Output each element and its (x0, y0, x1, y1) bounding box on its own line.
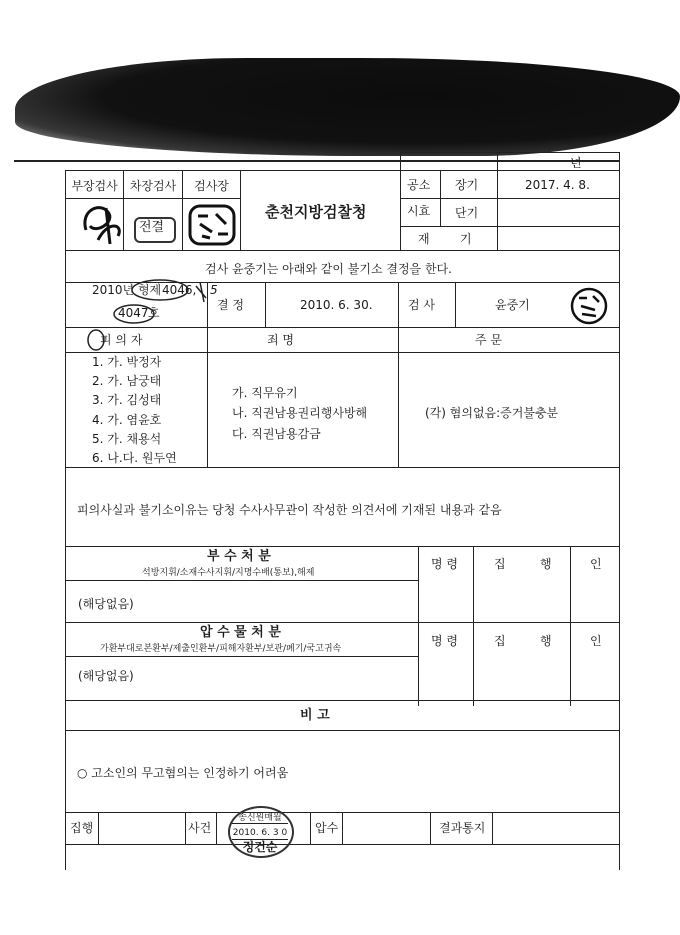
seizure-bottom (65, 700, 620, 701)
decision-divider-2 (265, 282, 266, 327)
seizure-title-bottom (65, 656, 418, 657)
footer-jiphaeng: 집행 (70, 821, 94, 835)
supp-in: 인 (590, 557, 602, 571)
seizure-in: 인 (590, 634, 602, 648)
jae-label: 재 (418, 232, 430, 246)
case-num-2: 4047 (118, 306, 149, 320)
footer-div-7 (492, 812, 493, 844)
reason-text: 피의사실과 불기소이유는 당청 수사사무관이 작성한 의견서에 기재된 내용과 같음 (77, 503, 502, 517)
seizure-exec2: 행 (540, 634, 552, 648)
remarks-text: ○ 고소인의 무고혐의는 인정하기 어려움 (77, 766, 289, 780)
suspect-1: 1. 가. 박정자 (92, 355, 162, 369)
top-border (14, 160, 619, 162)
right-border (619, 152, 620, 870)
remarks-title-bottom (65, 730, 620, 731)
col-suspect: 피 의 자 (100, 333, 143, 347)
supp-bottom (65, 622, 620, 623)
decision-divider-1 (207, 282, 208, 327)
date-stamp-top: 송신원매월 (238, 813, 282, 823)
charge-2: 나. 직권남용권리행사방해 (232, 406, 368, 420)
date-stamp-name: 정건순 (242, 840, 278, 854)
role-geomsajang: 검사장 (194, 179, 229, 193)
seizure-exec: 집 (494, 634, 506, 648)
prosecutor-seal (566, 286, 612, 326)
role-chajang: 차장검사 (129, 179, 177, 193)
left-border (65, 170, 66, 870)
supp-sub: 석방지휘/소재수사지휘/지명수배(통보),해제 (142, 568, 315, 578)
year-label: 년 (570, 156, 582, 170)
gyeoljeong-label: 결 정 (217, 298, 244, 312)
footer-div-5 (342, 812, 343, 844)
suspect-4: 4. 가. 염윤호 (92, 413, 162, 427)
suspect-3: 3. 가. 김성태 (92, 393, 162, 407)
col-charge: 죄 명 (267, 333, 294, 347)
col-disposition: 주 문 (475, 333, 502, 347)
col-header-bottom (65, 352, 620, 353)
role-bujang: 부장검사 (71, 179, 118, 193)
col-divider-2 (398, 327, 399, 467)
role-row-line (65, 198, 240, 199)
date-stamp-date: 2010. 6. 3 0 (232, 828, 288, 838)
case-year: 2010년 형제 (92, 283, 162, 297)
gi-label: 기 (460, 232, 472, 246)
supp-divider-1 (418, 546, 419, 706)
seizure-value: (해당없음) (78, 669, 134, 683)
col-divider-1 (207, 327, 208, 467)
dangi-bottom (400, 226, 620, 227)
decision-date: 2010. 6. 30. (300, 298, 373, 312)
footer-result: 결과통지 (439, 821, 486, 835)
gongso-left (400, 152, 401, 250)
prosecutor-name: 윤중기 (495, 298, 530, 312)
suspect-2: 2. 가. 남궁태 (92, 374, 162, 388)
office-name: 춘천지방검찰청 (265, 203, 367, 221)
supp-title-bottom (65, 580, 418, 581)
decision-divider-4 (455, 282, 456, 327)
role-divider-3 (240, 170, 241, 250)
case-ho: 호 (148, 306, 160, 320)
footer-div-2 (185, 812, 186, 844)
supp-divider-3 (570, 546, 571, 706)
siho-label: 시효 (407, 204, 431, 218)
footer-bottom (65, 844, 620, 845)
footer-div-3 (216, 812, 217, 844)
seizure-order: 명 령 (431, 634, 458, 648)
year-top-line (400, 152, 620, 153)
jangi-date: 2017. 4. 8. (525, 178, 590, 192)
seizure-title: 압 수 물 처 분 (200, 625, 281, 640)
decision-divider-3 (398, 282, 399, 327)
case-note: 5 (210, 283, 218, 297)
date-left (497, 152, 498, 250)
seizure-sub: 가환부대로본환부/제출인환부/피해자환부/보관/폐기/국고귀속 (100, 644, 342, 654)
remarks-title: 비 고 (300, 708, 330, 723)
signature-bujang (78, 200, 130, 246)
jangi-bottom (400, 198, 620, 199)
date-stamp-line-1 (232, 823, 288, 824)
footer-div-6 (430, 812, 431, 844)
supp-exec2: 행 (540, 557, 552, 571)
suspect-6: 6. 나.다. 원두연 (92, 451, 177, 465)
footer-sageon: 사건 (188, 821, 212, 835)
gongso-label: 공소 (407, 178, 431, 192)
footer-div-4 (310, 812, 311, 844)
scan-smudge (15, 58, 680, 156)
case-circle-marks (108, 278, 218, 326)
supp-divider-2 (473, 546, 474, 706)
geomsa-label: 검 사 (408, 298, 435, 312)
charge-3: 다. 직권남용감금 (232, 427, 321, 441)
header-top-line (65, 170, 620, 171)
decision-statement: 검사 윤중기는 아래와 같이 불기소 결정을 한다. (205, 262, 452, 276)
jangi-label: 장기 (455, 178, 479, 192)
header-bottom-line (65, 250, 620, 251)
footer-div-1 (98, 812, 99, 844)
jeongyeol-text: 전결 (139, 220, 165, 235)
charge-1: 가. 직무유기 (232, 386, 298, 400)
reason-bottom (65, 546, 620, 547)
supp-order: 명 령 (431, 557, 458, 571)
case-num-1: 4046, (162, 283, 197, 297)
seal-geomsajang (186, 202, 238, 248)
suspect-5: 5. 가. 채용석 (92, 432, 162, 446)
col-header-top (65, 327, 620, 328)
supp-value: (해당없음) (78, 597, 134, 611)
disposition-text: (각) 혐의없음:증거불충분 (425, 406, 559, 420)
supp-title: 부 수 처 분 (207, 549, 271, 564)
supp-exec: 집 (494, 557, 506, 571)
dangi-label: 단기 (455, 206, 479, 220)
list-bottom (65, 467, 620, 468)
footer-apsu: 압수 (315, 821, 339, 835)
